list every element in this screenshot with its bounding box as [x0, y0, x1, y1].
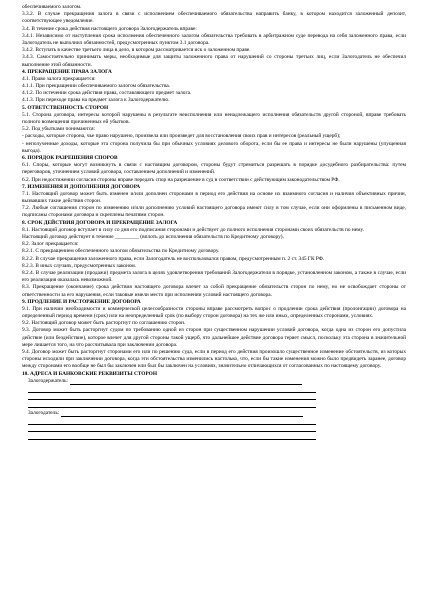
section-heading: 8. СРОК ДЕЙСТВИЯ ДОГОВОРА И ПРЕКРАЩЕНИЕ ЗАЛОГА [22, 219, 178, 226]
paragraph: 8.2.4. В случае реализации (продажи) предмета залога в целях удовлетворения требований Залогодержателя в порядке, установленном законом, а также в случае, если его реализация оказалась невозможной. [22, 269, 406, 284]
paragraph: 6.2. При недостижении согласия стороны вправе передать спор на разрешение в суд в соответствии с действующим законодательством РФ. [22, 176, 340, 183]
paragraph: 4.1.1. При прекращении обеспечиваемого залогом обязательства. [22, 83, 171, 90]
paragraph: 9.2. Настоящий договор может быть расторгнут по соглашению сторон. [22, 320, 186, 327]
paragraph: 3.4.2. Вступать в качестве третьего лица в дело, в котором рассматривается иск о заложенном праве. [22, 47, 251, 54]
pledgee-line-2 [28, 385, 316, 393]
paragraph: - расходы, которые сторона, чье право нарушено, произвела или произведет для восстановления своих прав и интересов (реальный ущерб); [22, 133, 341, 140]
paragraph: 9.4. Договор может быть расторгнут сторонами его или по решению суда, если в период его действия произошло существенное изменение обстоятельств, из которых стороны исходили при заключении договора, когда эти обстоятельства изменились настолько, что, если бы такие изменения можно было предвидеть заранее, договор между сторонами его вообще не был бы заключен или был бы заключен на условиях, значительно отличающихся от согласованных по настоящему договору. [22, 349, 406, 370]
paragraph: 9.1. При наличии необходимости и коммерческой целесообразности стороны вправе рассмотреть вопрос о продлении срока действия (пролонгации) договора на определенный период времени (срок) или на неопределенный срок (по выбору сторон договора) на тех же или иных, определенных сторонами, условиях. [22, 305, 406, 320]
pledgor-row [22, 410, 406, 417]
pledgor-line-4 [28, 432, 316, 440]
pledgee-row [22, 378, 406, 385]
section-heading: 7. ИЗМЕНЕНИЯ И ДОПОЛНЕНИЯ ДОГОВОРА [22, 183, 141, 190]
paragraph: 3.4.3. Самостоятельно принимать меры, необходимые для защиты заложенного права от нарушений со стороны третьих лиц, если Залогодатель не обеспечил выполнение этой обязанности. [22, 54, 406, 68]
section-heading: 4. ПРЕКРАЩЕНИЕ ПРАВА ЗАЛОГА [22, 68, 112, 75]
pledgee-label: Залогодержатель: [28, 377, 68, 384]
paragraph: 5.2. Под убытками понимаются: [22, 126, 96, 133]
contract-text [22, 4, 406, 378]
paragraph: 7.2. Любые соглашения сторон по изменению и/или дополнению условий настоящего договора имеют силу в том случае, если они оформлены в письменном виде, подписаны сторонами договора и скреплены печатями сторон. [22, 205, 406, 219]
pledgor-label: Залогодатель: [28, 409, 60, 416]
paragraph: - неполученные доходы, которые эта сторона получила бы при обычных условиях делового оборота, если бы ее права и интересы не были нарушены (упущенная выгода). [22, 140, 406, 154]
paragraph: 7.1. Настоящий договор может быть изменен и/или дополнен сторонами в период его действия на основе их взаимного согласия и наличия объективных причин, вызвавших такие действия сторон. [22, 190, 406, 205]
pledgor-line-3 [28, 425, 316, 433]
paragraph: 3.3.2. В случае прекращения залога в связи с исполнением обеспечиваемого обязательства направить банку, в котором находится заложенный депозит, соответствующее уведомление. [22, 11, 406, 25]
paragraph: 8.2.1. С прекращением обеспеченного залогом обязательства по Кредитному договору. [22, 248, 220, 255]
pledgee-line-3 [28, 393, 316, 401]
paragraph: 4.1. Право залога прекращается: [22, 75, 96, 82]
paragraph: 8.3. Прекращение (окончание) срока действия настоящего договора влечет за собой прекращение обязательств сторон по нему, но не освобождает стороны от ответственности за его нарушения, если таковые имели место при исполнении условий настоящего договора. [22, 284, 406, 298]
pledgor-line-2 [28, 417, 316, 425]
paragraph: 4.1.2. По истечении срока действия права, составляющего предмет залога. [22, 90, 192, 97]
signature-section [22, 378, 406, 440]
paragraph: 8.1. Настоящий договор вступает в силу со дня его подписания сторонами и действует до полного исполнения сторонами своих обязательств по нему. [22, 226, 364, 233]
paragraph: 8.2. Залог прекращается: [22, 241, 79, 248]
section-heading: 9. ПРОДЛЕНИЕ И РАСТОРЖЕНИЕ ДОГОВОРА [22, 298, 141, 305]
paragraph: 8.2.3. В иных случаях, предусмотренных законом. [22, 262, 137, 269]
section-heading: 10. АДРЕСА И БАНКОВСКИЕ РЕКВИЗИТЫ СТОРОН [22, 370, 157, 377]
pledgee-line [70, 378, 302, 385]
paragraph: 6.1. Споры, которые могут возникнуть в связи с настоящим договором, стороны будут стремиться разрешать в порядке досудебного разбирательства: путем переговоров, уточнением условий договора, составлением дополнений и изменений. [22, 162, 406, 176]
pledgor-line [61, 410, 303, 417]
paragraph: 5.1. Сторона договора, интересы которой нарушены в результате неисполнения или ненадлежащего исполнения обязательств другой стороной, вправе требовать полного возмещения причиненных ей убытков. [22, 111, 406, 125]
paragraph: Настоящий договор действует в течение _________ (вплоть до исполнения обязательств по Кредитному договору). [22, 234, 284, 240]
paragraph: 3.4.1. Независимо от наступления срока исполнения обеспеченного залогом обязательства требовать в арбитражном суде перевода на себя заложенного права, если Залогодатель не выполнил обязанностей, предусмотренных пунктом 3.1 договора. [22, 32, 406, 46]
pledgee-line-4 [28, 400, 316, 408]
paragraph: 8.2.2. В случае прекращения заложенного права, если Залогодатель не воспользовался правом, предусмотренным п. 2 ст. 345 ГК РФ. [22, 255, 325, 262]
section-heading: 6. ПОРЯДОК РАЗРЕШЕНИЯ СПОРОВ [22, 154, 118, 161]
section-heading: 5. ОТВЕТСТВЕННОСТЬ СТОРОН [22, 104, 109, 111]
paragraph: 3.4. В течение срока действия настоящего договора Залогодержатель вправе: [22, 25, 197, 32]
paragraph: обеспечиваемого залогом. [22, 4, 82, 10]
paragraph: 9.3. Договор может быть расторгнут судом по требованию одной из сторон при существенном нарушении условий договора, когда одна из сторон его допустила действие (или бездействие), которое влечет для другой стороны такой ущерб, что дальнейшее действие договора теряет смысл, поскольку эта сторона в значительной мере лишается того, на что рассчитывала при заключении договора. [22, 327, 406, 348]
paragraph: 4.1.3. При переходе права на предмет залога к Залогодержателю. [22, 97, 170, 104]
